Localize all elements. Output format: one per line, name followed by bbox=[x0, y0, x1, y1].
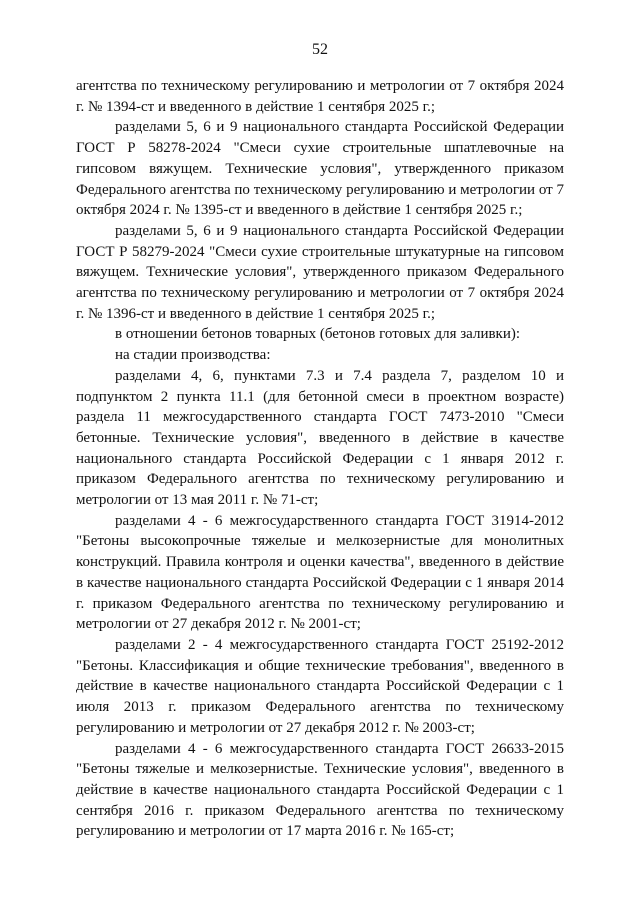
paragraph-concrete-heading: в отношении бетонов товарных (бетонов готовых для заливки): bbox=[115, 326, 521, 343]
document-body bbox=[76, 76, 564, 842]
paragraph-continuation: агентства по техническому регулированию и метрологии от 7 октября 2024 г. № 1394-ст и введенного в действие 1 сентября 2025 г.; bbox=[76, 78, 564, 115]
paragraph-gost-7473: разделами 4, 6, пунктами 7.3 и 7.4 раздела 7, разделом 10 и подпунктом 2 пункта 11.1 (для бетонной смеси в проектном возрасте) раздела 11 межгосударственного стандарта ГОСТ 7473-2010 "Смеси бетонные. Технические условия", введенного в действие в качестве национального стандарта Российской Федерации с 1 января 2012 г. приказом Федерального агентства по техническому регулированию и метрологии от 13 мая 2011 г. № 71-ст; bbox=[76, 367, 564, 509]
paragraph-gost-26633: разделами 4 - 6 межгосударственного стандарта ГОСТ 26633-2015 "Бетоны тяжелые и мелкозернистые. Технические условия", введенного в действие в качестве национального стандарта Российской Федерации с 1 сентября 2016 г. приказом Федерального агентства по техническому регулированию и метрологии от 17 марта 2016 г. № 165-ст; bbox=[76, 740, 564, 840]
paragraph-gost-25192: разделами 2 - 4 межгосударственного стандарта ГОСТ 25192-2012 "Бетоны. Классификация и общие технические требования", введенного в действие в качестве национального стандарта Российской Федерации с 1 июля 2013 г. приказом Федерального агентства по техническому регулированию и метрологии от 27 декабря 2012 г. № 2003-ст; bbox=[76, 636, 564, 736]
paragraph-production-stage: на стадии производства: bbox=[115, 347, 271, 364]
paragraph-gost-58278: разделами 5, 6 и 9 национального стандарта Российской Федерации ГОСТ Р 58278-2024 "Смеси сухие строительные шпатлевочные на гипсовом вяжущем. Технические условия", утвержденного приказом Федерального агентства по техническому регулированию и метрологии от 7 октября 2024 г. № 1395-ст и введенного в действие 1 сентября 2025 г.; bbox=[76, 119, 564, 219]
paragraph-gost-58279: разделами 5, 6 и 9 национального стандарта Российской Федерации ГОСТ Р 58279-2024 "Смеси сухие строительные штукатурные на гипсовом вяжущем. Технические условия", утвержденного приказом Федерального агентства по техническому регулированию и метрологии от 7 октября 2024 г. № 1396-ст и введенного в действие 1 сентября 2025 г.; bbox=[76, 222, 564, 322]
page-number: 52 bbox=[312, 41, 328, 58]
paragraph-gost-31914: разделами 4 - 6 межгосударственного стандарта ГОСТ 31914-2012 "Бетоны высокопрочные тяжелые и мелкозернистые для монолитных конструкций. Правила контроля и оценки качества", введенного в действие в качестве национального стандарта Российской Федерации с 1 января 2014 г. приказом Федерального агентства по техническому регулированию и метрологии от 27 декабря 2012 г. № 2001-ст; bbox=[76, 512, 564, 633]
